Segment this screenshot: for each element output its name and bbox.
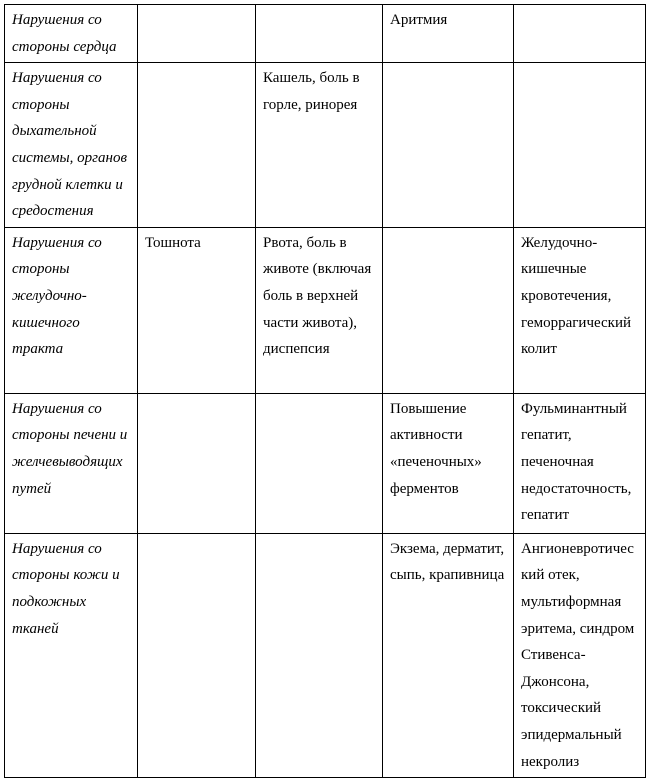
table-cell <box>383 63 514 228</box>
adverse-reactions-table <box>4 4 646 778</box>
table-row <box>5 227 646 393</box>
table-cell-system-organ-class: Нарушения со стороны кожи и подкожных тканей <box>5 533 138 777</box>
table-row <box>5 533 646 777</box>
table-row <box>5 393 646 533</box>
table-cell-system-organ-class: Нарушения со стороны печени и желчевыводящих путей <box>5 393 138 533</box>
table-cell: Кашель, боль в горле, ринорея <box>256 63 383 228</box>
table-cell: Повышение активности «печеночных» ферментов <box>383 393 514 533</box>
table-row <box>5 63 646 228</box>
table-cell-system-organ-class: Нарушения со стороны желудочно-кишечного тракта <box>5 227 138 393</box>
table-cell <box>256 533 383 777</box>
table-cell <box>383 227 514 393</box>
table-cell: Аритмия <box>383 5 514 63</box>
table-cell <box>514 5 646 63</box>
document-page <box>0 4 650 780</box>
table-cell <box>514 63 646 228</box>
table-cell <box>138 5 256 63</box>
table-cell-system-organ-class: Нарушения со стороны сердца <box>5 5 138 63</box>
table-cell: Рвота, боль в животе (включая боль в верхней части живота), диспепсия <box>256 227 383 393</box>
table-cell: Желудочно-кишечные кровотечения, геморрагический колит <box>514 227 646 393</box>
table-cell <box>256 393 383 533</box>
table-cell <box>138 533 256 777</box>
table-cell <box>256 5 383 63</box>
table-cell-system-organ-class: Нарушения со стороны дыхательной системы, органов грудной клетки и средостения <box>5 63 138 228</box>
table-cell: Экзема, дерматит, сыпь, крапивница <box>383 533 514 777</box>
table-cell <box>138 393 256 533</box>
table-cell: Ангионевротический отек, мультиформная эритема, синдром Стивенса-Джонсона, токсический эпидермальный некролиз <box>514 533 646 777</box>
table-row <box>5 5 646 63</box>
table-cell: Фульминантный гепатит, печеночная недостаточность, гепатит <box>514 393 646 533</box>
table-cell: Тошнота <box>138 227 256 393</box>
table-cell <box>138 63 256 228</box>
